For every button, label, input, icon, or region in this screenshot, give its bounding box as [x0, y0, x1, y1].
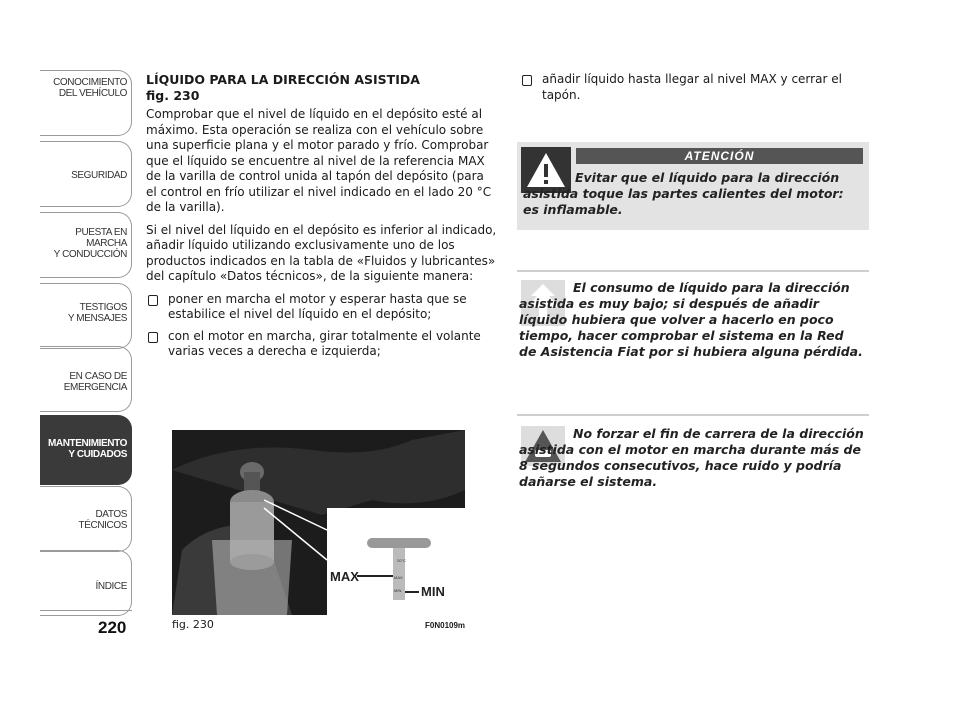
min-label: MIN	[421, 584, 445, 599]
tab-label: PUESTA EN MARCHA Y CONDUCCIÓN	[53, 227, 127, 260]
tab-indice[interactable]	[40, 550, 132, 616]
figure-code: F0N0109m	[425, 621, 466, 630]
warning-heading: ATENCIÓN	[576, 148, 863, 164]
tab-seguridad[interactable]	[40, 141, 132, 207]
engine-photo	[172, 430, 465, 615]
list-item-text: poner en marcha el motor y esperar hasta que se estabilice el nivel del líquido en el depósito;	[168, 291, 467, 321]
dipstick-max-mark: MAX	[394, 575, 403, 580]
tab-label: CONOCIMIENTO DEL VEHÍCULO	[53, 77, 127, 99]
list-item	[520, 72, 870, 103]
environment-note-text: El consumo de líquido para la dirección asistida es muy bajo; si después de añadir líquido hubiera que volver a hacerlo en poco tiempo, hacer comprobar el sistema en la Red de Asistencia Fiat por si hubiera alguna pérdida.	[519, 280, 863, 359]
section-heading: LÍQUIDO PARA LA DIRECCIÓN ASISTIDA	[146, 72, 420, 87]
section-fig-ref: fig. 230	[146, 87, 200, 103]
main-column	[146, 72, 498, 366]
list-item-text: añadir líquido hasta llegar al nivel MAX y cerrar el tapón.	[542, 72, 842, 102]
section-title	[146, 72, 498, 103]
dipstick-min-mark: MIN	[394, 588, 402, 593]
tab-label: DATOS TÉCNICOS	[78, 509, 127, 531]
paragraph: Si el nivel del líquido en el depósito es inferior al indicado, añadir líquido utilizando exclusivamente uno de los productos indicados en la tabla de «Fluidos y lubricantes» del capítulo «Datos técnicos», de la siguiente manera:	[146, 222, 497, 283]
checkbox-bullet-icon	[148, 295, 158, 306]
tab-label: MANTENIMIENTO Y CUIDADOS	[47, 438, 127, 460]
tab-conocimiento[interactable]	[40, 70, 132, 136]
list-item	[146, 292, 498, 323]
warning-text: Evitar que el líquido para la dirección asistida toque las partes calientes del motor: es inflamable.	[523, 170, 844, 217]
tab-testigos[interactable]	[40, 283, 132, 349]
checkbox-bullet-icon	[148, 332, 158, 343]
divider	[517, 270, 869, 272]
max-label: MAX	[330, 569, 359, 584]
dipstick-temp-label: 20°C	[397, 558, 406, 563]
page-number: 220	[98, 618, 127, 637]
figure-caption: fig. 230	[172, 618, 214, 631]
divider	[517, 414, 869, 416]
reservoir-illustration	[172, 430, 465, 615]
list-item-text: con el motor en marcha, girar totalmente el volante varias veces a derecha e izquierda;	[168, 328, 481, 358]
tab-label: SEGURIDAD	[71, 170, 127, 181]
list-item	[146, 329, 498, 360]
tab-emergencia[interactable]	[40, 346, 132, 412]
caution-note	[517, 414, 869, 494]
warning-box	[517, 142, 869, 230]
tab-datos-tecnicos[interactable]	[40, 486, 132, 552]
tab-label: TESTIGOS Y MENSAJES	[67, 302, 127, 324]
tab-label: EN CASO DE EMERGENCIA	[63, 371, 127, 393]
paragraph: Comprobar que el nivel de líquido en el depósito esté al máximo. Esta operación se realiza con el vehículo sobre una superficie plana y el motor parado y frío. Comprobar que el líquido se encuentre al nivel de la referencia MAX de la varilla de control unida al tapón del depósito (para el control en frío utilizar el nivel indicado en el lado 20 °C de la varilla).	[146, 107, 492, 214]
tab-label: ÍNDICE	[95, 581, 127, 592]
checkbox-bullet-icon	[522, 75, 532, 86]
divider	[40, 610, 132, 611]
tab-puesta-en-marcha[interactable]	[40, 212, 132, 278]
environment-note	[517, 270, 869, 380]
tab-mantenimiento[interactable]	[40, 415, 132, 485]
caution-note-text: No forzar el fin de carrera de la dirección asistida con el motor en marcha durante más de 8 segundos consecutivos, hace ruido y podría dañarse el sistema.	[519, 426, 864, 489]
right-column	[520, 72, 870, 109]
